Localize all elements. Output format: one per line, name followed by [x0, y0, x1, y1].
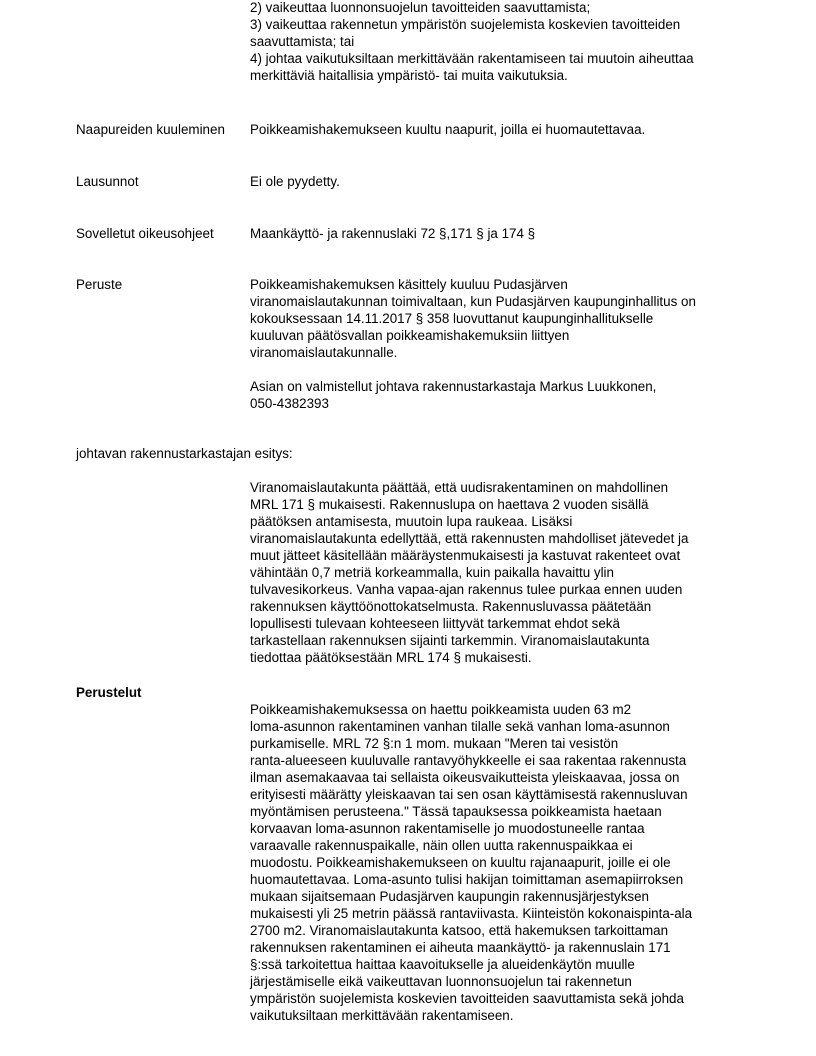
criteria-list-text: 2) vaikeuttaa luonnonsuojelun tavoitteiden saavuttamista; 3) vaikeuttaa rakennetun ympäristön suojelemista koskevien tavoitteiden saavuttamista; tai 4) johtaa vaikutuksiltaan merkittävään rakentamiseen tai muutoin aiheuttaa merkittäviä haitallisia ympäristö- tai muita vaikutuksia. [250, 0, 694, 83]
proposal-text: Viranomaislautakunta päättää, että uudisrakentaminen on mahdollinen MRL 171 § mukaisesti. Rakennuslupa on haettava 2 vuoden sisällä päätöksen antamisesta, muutoin lupa raukeaa. Lisäksi viranomaislautakunta edellyttää, että rakennusten mahdolliset jätevedet ja muut jätteet käsitellään määräystenmukaisesti ja kastuvat rakenteet ovat vähintään 0,7 metriä korkeammalla, kuin paikalla havaittu ylin tulvavesikorkeus. Vanha vapaa-ajan rakennus tulee purkaa ennen uuden rakennuksen käyttöönottokatselmusta. Rakennusluvassa päätetään lopullisesti tulevaan kohteeseen liittyvät tarkemmat ehdot sekä tarkastellaan rakennuksen sijainti tarkemmin. Viranomaislautakunta tiedottaa päätöksestään MRL 174 § mukaisesti. [250, 480, 689, 665]
statements-label: Lausunnot [76, 174, 139, 189]
law-text: Maankäyttö- ja rakennuslaki 72 §,171 § ja 174 § [250, 226, 536, 241]
rationale-content [250, 701, 750, 1024]
basis-paragraph: Poikkeamishakemuksen käsittely kuuluu Pudasjärven viranomaislautakunnan toimivaltaan, kun Pudasjärven kaupunginhallitus on kokouksessaan 14.11.2017 § 358 luovuttanut kaupunginhallitukselle kuuluvan päätösvallan poikkeamishakemuksiin liittyen viranomaislautakunnalle. [250, 277, 696, 360]
proposal-heading: johtavan rakennustarkastajan esitys: [76, 446, 293, 461]
preparer-paragraph: Asian on valmistellut johtava rakennustarkastaja Markus Luukkonen, 050-4382393 [250, 379, 657, 411]
rationale-heading: Perustelut [76, 685, 142, 700]
law-label: Sovelletut oikeusohjeet [76, 226, 214, 241]
basis-label: Peruste [76, 277, 123, 292]
neighbours-label: Naapureiden kuuleminen [76, 122, 225, 137]
criteria-list [250, 0, 750, 84]
basis-content [250, 276, 750, 412]
proposal-content [250, 479, 750, 666]
neighbours-text: Poikkeamishakemukseen kuultu naapurit, joilla ei huomautettavaa. [250, 122, 646, 137]
statements-text: Ei ole pyydetty. [250, 174, 340, 189]
rationale-text: Poikkeamishakemuksessa on haettu poikkeamista uuden 63 m2 loma-asunnon rakentaminen vanhan tilalle sekä vanhan loma-asunnon purkamiselle. MRL 72 §:n 1 mom. mukaan "Meren tai vesistön ranta-alueeseen kuuluvalle rantavyöhykkeelle ei saa rakentaa rakennusta ilman asemakaavaa tai sellaista oikeusvaikutteista yleiskaavaa, jossa on erityisesti määrätty yleiskaavan tai sen osan käyttämisestä rakennusluvan myöntämisen perusteena." Tässä tapauksessa poikkeamista haetaan korvaavan loma-asunnon rakentamiselle jo muodostuneelle rantaa varaavalle rakennuspaikalle, näin ollen uutta rakennuspaikkaa ei muodostu. Poikkeamishakemukseen on kuultu rajanaapurit, joille ei ole huomautettavaa. Loma-asunto tulisi hakijan toimittaman asemapiirroksen mukaan sijaitsemaan Pudasjärven kaupungin rakennusjärjestyksen mukaisesti yli 25 metrin päässä rantaviivasta. Kiinteistön kokonaispinta-ala 2700 m2. Viranomaislautakunta katsoo, että hakemuksen tarkoittaman rakennuksen rakentaminen ei aiheuta maankäyttö- ja rakennuslain 171 §:ssä tarkoitettua haittaa kaavoitukselle ja alueidenkäytön muulle järjestämiselle eikä vaikeuttavan luonnonsuojelun tai rakennetun ympäristön suojelemista koskevien tavoitteiden saavuttamista sekä johda vaikutuksiltaan merkittävään rakentamiseen. [250, 702, 693, 1023]
